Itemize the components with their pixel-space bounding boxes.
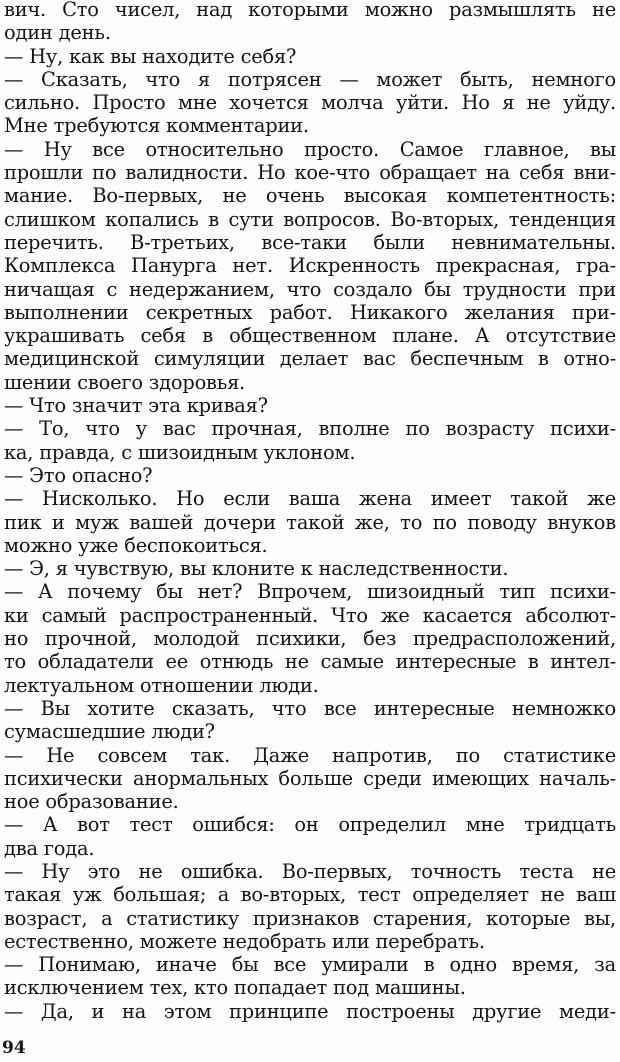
text-line: — Сказать, что я потрясен — может быть, немного [4, 67, 616, 91]
text-line: — Ну все относительно просто. Самое главное, вы [4, 137, 616, 161]
text-line: Мне требуются комментарии. [4, 114, 309, 138]
text-line: такая уж большая; а во-вторых, тест определяет не ваш [4, 883, 616, 907]
text-line: выполнении секретных работ. Никакого желания при- [4, 300, 616, 324]
text-line: то обладатели ее отнюдь не самые интересные в интел- [4, 650, 616, 674]
text-line: — Понимаю, иначе бы все умирали в одно время, за [4, 953, 616, 977]
text-line: — Не совсем так. Даже напротив, по статистике [4, 743, 616, 767]
text-line: психически анормальных больше среди имеющих началь- [4, 766, 616, 790]
text-line: — А вот тест ошибся: он определил мне тридцать [4, 813, 616, 837]
text-line: возраст, а статистику признаков старения, которые вы, [4, 906, 616, 930]
text-line: сильно. Просто мне хочется молча уйти. Но я не уйду. [4, 91, 616, 115]
text-line: ное образование. [4, 790, 179, 814]
text-line: — Ну, как вы находите себя? [4, 44, 297, 68]
text-line: вич. Сто чисел, над которыми можно размышлять не [4, 0, 616, 21]
text-line: — Э, я чувствую, вы клоните к наследственности. [4, 557, 509, 581]
text-line: прошли по валидности. Но кое-что обращает на себя вни- [4, 161, 616, 185]
text-line: — Что значит эта кривая? [4, 394, 268, 418]
text-line: один день. [4, 21, 111, 45]
text-line: — Ну это не ошибка. Во-первых, точность теста не [4, 859, 616, 883]
page-number: 94 [2, 1038, 26, 1058]
text-line: — А почему бы нет? Впрочем, шизоидный тип психи- [4, 580, 616, 604]
text-line: можно уже беспокоиться. [4, 533, 268, 557]
text-line: — Вы хотите сказать, что все интересные немножко [4, 696, 616, 720]
text-line: Комплекса Панурга нет. Искренность прекрасная, гра- [4, 254, 616, 278]
text-line: ки самый распространенный. Что же касается абсолют- [4, 603, 616, 627]
body-text [4, 0, 616, 1023]
text-line: но прочной, молодой психики, без предрасположений, [4, 627, 616, 651]
text-line: ничащая с недержанием, что создало бы трудности при [4, 277, 616, 301]
text-line: — Да, и на этом принципе построены другие меди- [4, 999, 616, 1023]
text-line: исключением тех, кто попадает под машины. [4, 976, 466, 1000]
text-line: — Нисколько. Но если ваша жена имеет такой же [4, 487, 616, 511]
text-line: естественно, можете недобрать или перебрать. [4, 929, 485, 953]
text-line: медицинской симуляции делает вас беспечным в отно- [4, 347, 616, 371]
text-line: мание. Во-первых, не очень высокая компетентность: [4, 184, 616, 208]
text-line: — То, что у вас прочная, вполне по возрасту психи- [4, 417, 616, 441]
text-line: слишком копались в сути вопросов. Во-вторых, тенденция [4, 207, 616, 231]
text-line: ка, правда, с шизоидным уклоном. [4, 440, 356, 464]
text-line: перечить. В-третьих, все-таки были невнимательны. [4, 230, 616, 254]
text-line: — Это опасно? [4, 463, 153, 487]
text-line: сумасшедшие люди? [4, 720, 215, 744]
text-line: лектуальном отношении люди. [4, 673, 319, 697]
text-line: украшивать себя в общественном плане. А отсутствие [4, 324, 616, 348]
text-line: шении своего здоровья. [4, 370, 246, 394]
text-line: пик и муж вашей дочери такой же, то по поводу внуков [4, 510, 616, 534]
text-line: два года. [4, 836, 95, 860]
